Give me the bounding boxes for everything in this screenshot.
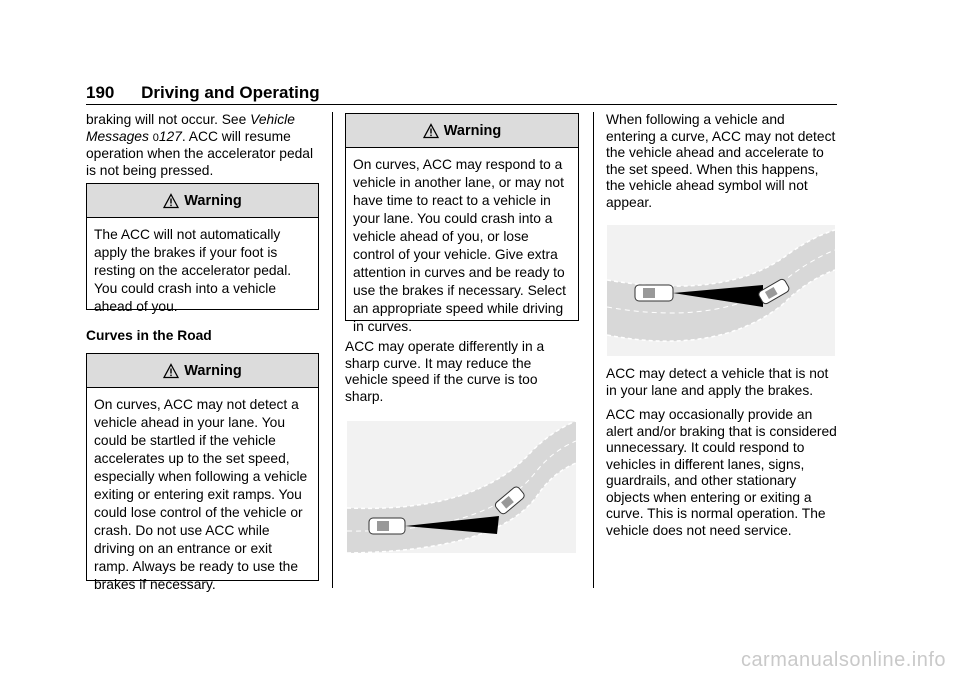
page-ref-arrow-icon: 0 (152, 131, 159, 144)
col3-text-block (606, 366, 838, 547)
curve-diagram-2 (607, 225, 835, 356)
warning-title-text: Warning (184, 192, 242, 209)
warning-title (87, 184, 318, 218)
intro-paragraph (86, 112, 322, 179)
watermark: carmanualsonline.info (740, 649, 946, 671)
section-title: Driving and Operating (141, 83, 320, 102)
warning-body: On curves, ACC may respond to a vehicle in another lane, or may not have time to react to a vehicle in your lane. You could crash into a vehicle ahead of you, or lose control of your vehicle. Give extra attention in curves and be ready to use the brakes if necessary. Select an appropriate speed while driving in curves. (353, 157, 566, 334)
col1-intro (86, 112, 322, 187)
warning-title (87, 354, 318, 388)
warning-box-3 (345, 113, 579, 334)
page-ref[interactable]: 127 (158, 128, 182, 144)
intro-text-1: braking will not occur. See (86, 112, 251, 127)
vehicle-ahead-curve-illustration (607, 225, 835, 356)
warning-title-text: Warning (184, 362, 242, 379)
warning-body: On curves, ACC may not detect a vehicle ahead in your lane. You could be startled if the vehicle accelerates up to the set speed, especially when following a vehicle exiting or entering exit ramps. You could lose control of the vehicle or crash. Do not use ACC while driving on an entrance or exit ramp. Always be ready to use the brakes if necessary. (94, 397, 308, 592)
sharp-curve-illustration (347, 421, 576, 553)
col3-paragraph-3: ACC may occasionally provide an alert and/or braking that is considered unnecessary. It could respond to vehicles in different lanes, signs, guardrails, and other stationary objects when entering or exiting a curve. This is normal operation. The vehicle does not need service. (606, 407, 837, 538)
warning-icon (163, 363, 179, 379)
subheading-curves: Curves in the Road (86, 328, 212, 343)
warning-body: The ACC will not automatically apply the brakes if your foot is resting on the accelerator pedal. You could crash into a vehicle ahead of you. (94, 227, 292, 314)
col2-paragraph: ACC may operate differently in a sharp curve. It may reduce the vehicle speed if the curve is too sharp. (345, 339, 545, 404)
curve-diagram-1 (347, 421, 576, 553)
car-icon (635, 285, 673, 301)
vehicle-messages-link[interactable]: Vehicle Messages (86, 112, 295, 144)
warning-icon (423, 123, 439, 139)
warning-box-2 (86, 353, 319, 592)
column-divider-1 (332, 112, 333, 588)
page-header (86, 83, 320, 103)
warning-title (346, 114, 578, 148)
column-divider-2 (593, 112, 594, 588)
warning-title-text: Warning (443, 122, 502, 139)
car-icon (369, 518, 405, 534)
col3-paragraph-2: ACC may detect a vehicle that is not in your lane and apply the brakes. (606, 366, 829, 398)
page-number: 190 (86, 83, 115, 102)
warning-box-1 (86, 183, 319, 314)
header-rule (86, 104, 837, 105)
warning-icon (163, 193, 179, 209)
col3-paragraph-1: When following a vehicle and entering a curve, ACC may not detect the vehicle ahead and accelerate to the set speed. When this happens, the vehicle ahead symbol will not appear. (606, 112, 836, 210)
intro-text-2: . ACC will resume operation when the accelerator pedal is not being pressed. (86, 128, 314, 178)
